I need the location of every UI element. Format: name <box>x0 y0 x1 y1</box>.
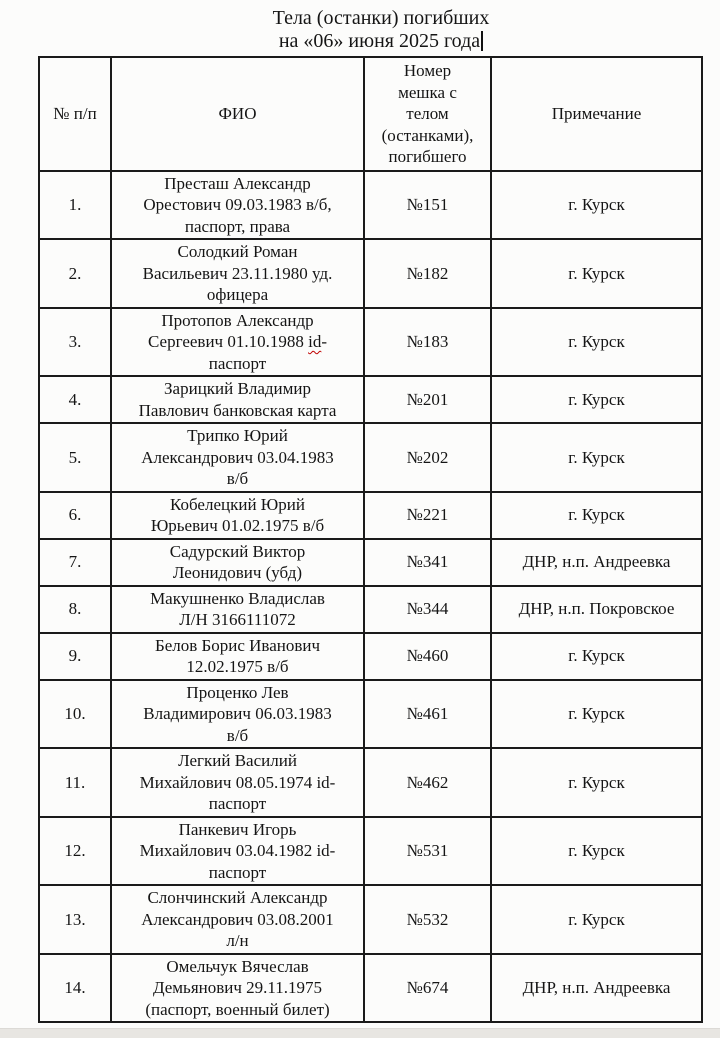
cell-name <box>111 308 364 377</box>
cell-note: г. Курск <box>491 633 702 680</box>
name-line: офицера <box>206 285 269 304</box>
name-line: Омельчук Вячеслав <box>166 956 309 976</box>
name-line: Легкий Василий <box>178 751 297 770</box>
cell-name <box>111 633 364 680</box>
bag-header-line: телом <box>406 104 449 123</box>
cell-num: 9. <box>39 633 111 680</box>
table-header <box>39 57 702 171</box>
table-row <box>39 817 702 886</box>
name-line: Орестович 09.03.1983 в/б, <box>143 195 332 214</box>
cell-num: 14. <box>39 954 111 1023</box>
cell-name <box>111 376 364 423</box>
cell-bag: №341 <box>364 539 491 586</box>
table-row <box>39 239 702 308</box>
name-line: Павлович банковская карта <box>138 400 337 420</box>
table-row <box>39 748 702 817</box>
title-line-1: Тела (останки) погибших <box>272 7 490 29</box>
name-line: паспорт <box>208 862 267 882</box>
name-line: Макушненко Владислав <box>150 588 325 608</box>
name-line: Леонидович (убд) <box>172 563 303 582</box>
name-line: Л/Н 3166111072 <box>179 610 296 629</box>
name-line: Проценко Лев <box>186 682 289 702</box>
cell-name <box>111 885 364 954</box>
cell-bag: №460 <box>364 633 491 680</box>
name-line: паспорт, права <box>184 216 291 236</box>
cell-note: г. Курск <box>491 680 702 749</box>
cell-bag: №462 <box>364 748 491 817</box>
cell-name <box>111 817 364 886</box>
cell-name <box>111 423 364 492</box>
cell-bag: №531 <box>364 817 491 886</box>
cell-name <box>111 171 364 240</box>
cell-num: 1. <box>39 171 111 240</box>
name-line: паспорт <box>208 353 267 373</box>
name-line: Юрьевич 01.02.1975 в/б <box>150 516 325 535</box>
table-row <box>39 171 702 240</box>
name-line: в/б <box>226 725 249 745</box>
table-row <box>39 885 702 954</box>
cell-bag: №183 <box>364 308 491 377</box>
name-line: Белов Борис Иванович <box>154 635 321 655</box>
name-line: Владимирович 06.03.1983 <box>143 704 332 723</box>
cell-note: ДНР, н.п. Андреевка <box>491 954 702 1023</box>
cell-name <box>111 492 364 539</box>
cell-num: 6. <box>39 492 111 539</box>
name-line: Сергеевич 01.10.1988 id- <box>147 332 327 351</box>
cell-name <box>111 680 364 749</box>
col-header-name: ФИО <box>111 57 364 171</box>
text-cursor <box>481 31 483 51</box>
cell-num: 7. <box>39 539 111 586</box>
name-line: Слончинский Александр <box>147 888 328 907</box>
table-body <box>39 171 702 1023</box>
name-line: л/н <box>226 931 249 950</box>
table-row <box>39 492 702 539</box>
cell-num: 8. <box>39 586 111 633</box>
table-row <box>39 954 702 1023</box>
name-line: Демьянович 29.11.1975 <box>152 978 323 997</box>
bag-header-line: Номер <box>403 61 452 80</box>
cell-bag: №461 <box>364 680 491 749</box>
name-line: Михайлович 08.05.1974 id- <box>139 772 336 792</box>
name-line: Солодкий Роман <box>177 242 298 261</box>
page-bottom-edge <box>0 1028 720 1038</box>
bag-header-line: погибшего <box>388 147 467 166</box>
cell-name <box>111 239 364 308</box>
cell-num: 10. <box>39 680 111 749</box>
header-row <box>39 57 702 171</box>
title-line-2 <box>21 30 720 53</box>
cell-note: ДНР, н.п. Андреевка <box>491 539 702 586</box>
table-row <box>39 308 702 377</box>
name-line: 12.02.1975 в/б <box>186 657 289 676</box>
cell-bag: №202 <box>364 423 491 492</box>
cell-num: 11. <box>39 748 111 817</box>
name-line: Трипко Юрий <box>187 426 288 445</box>
cell-num: 4. <box>39 376 111 423</box>
cell-bag: №182 <box>364 239 491 308</box>
table-row <box>39 423 702 492</box>
col-header-bag <box>364 57 491 171</box>
bodies-table <box>38 56 703 1023</box>
spellcheck-underline: id <box>308 332 322 351</box>
cell-note: г. Курск <box>491 376 702 423</box>
name-line: Зарицкий Владимир <box>164 379 311 398</box>
name-line: паспорт <box>208 794 267 813</box>
cell-note: г. Курск <box>491 885 702 954</box>
name-line: Александрович 03.08.2001 <box>141 909 334 929</box>
cell-note: г. Курск <box>491 239 702 308</box>
col-header-note: Примечание <box>491 57 702 171</box>
cell-note: г. Курск <box>491 171 702 240</box>
cell-num: 5. <box>39 423 111 492</box>
cell-note: ДНР, н.п. Покровское <box>491 586 702 633</box>
bag-header-line: мешка с <box>398 82 457 102</box>
name-line: Престаш Александр <box>164 173 311 193</box>
document-title <box>21 0 720 53</box>
cell-bag: №674 <box>364 954 491 1023</box>
cell-note: г. Курск <box>491 817 702 886</box>
table-row <box>39 633 702 680</box>
cell-bag: №221 <box>364 492 491 539</box>
cell-note: г. Курск <box>491 748 702 817</box>
cell-note: г. Курск <box>491 308 702 377</box>
cell-bag: №201 <box>364 376 491 423</box>
name-line: Протопов Александр <box>161 310 314 330</box>
name-line: Садурский Виктор <box>169 541 306 561</box>
cell-num: 3. <box>39 308 111 377</box>
table-row <box>39 376 702 423</box>
cell-name <box>111 539 364 586</box>
cell-bag: №151 <box>364 171 491 240</box>
cell-num: 12. <box>39 817 111 886</box>
cell-name <box>111 954 364 1023</box>
title-line-2-text: на «06» июня 2025 года <box>278 30 481 52</box>
name-line: Васильевич 23.11.1980 уд. <box>142 263 333 283</box>
cell-name <box>111 586 364 633</box>
name-line: Александрович 03.04.1983 <box>141 447 334 467</box>
table-row <box>39 586 702 633</box>
cell-note: г. Курск <box>491 423 702 492</box>
name-line: (паспорт, военный билет) <box>145 999 330 1019</box>
cell-num: 2. <box>39 239 111 308</box>
cell-bag: №532 <box>364 885 491 954</box>
table-row <box>39 680 702 749</box>
col-header-num: № п/п <box>39 57 111 171</box>
cell-bag: №344 <box>364 586 491 633</box>
cell-note: г. Курск <box>491 492 702 539</box>
bag-header-line: (останками), <box>381 125 474 145</box>
name-line: в/б <box>226 469 249 488</box>
cell-num: 13. <box>39 885 111 954</box>
name-line: Кобелецкий Юрий <box>170 494 305 514</box>
name-line: Михайлович 03.04.1982 id- <box>139 841 336 860</box>
name-line: Панкевич Игорь <box>178 819 297 839</box>
cell-name <box>111 748 364 817</box>
table-row <box>39 539 702 586</box>
